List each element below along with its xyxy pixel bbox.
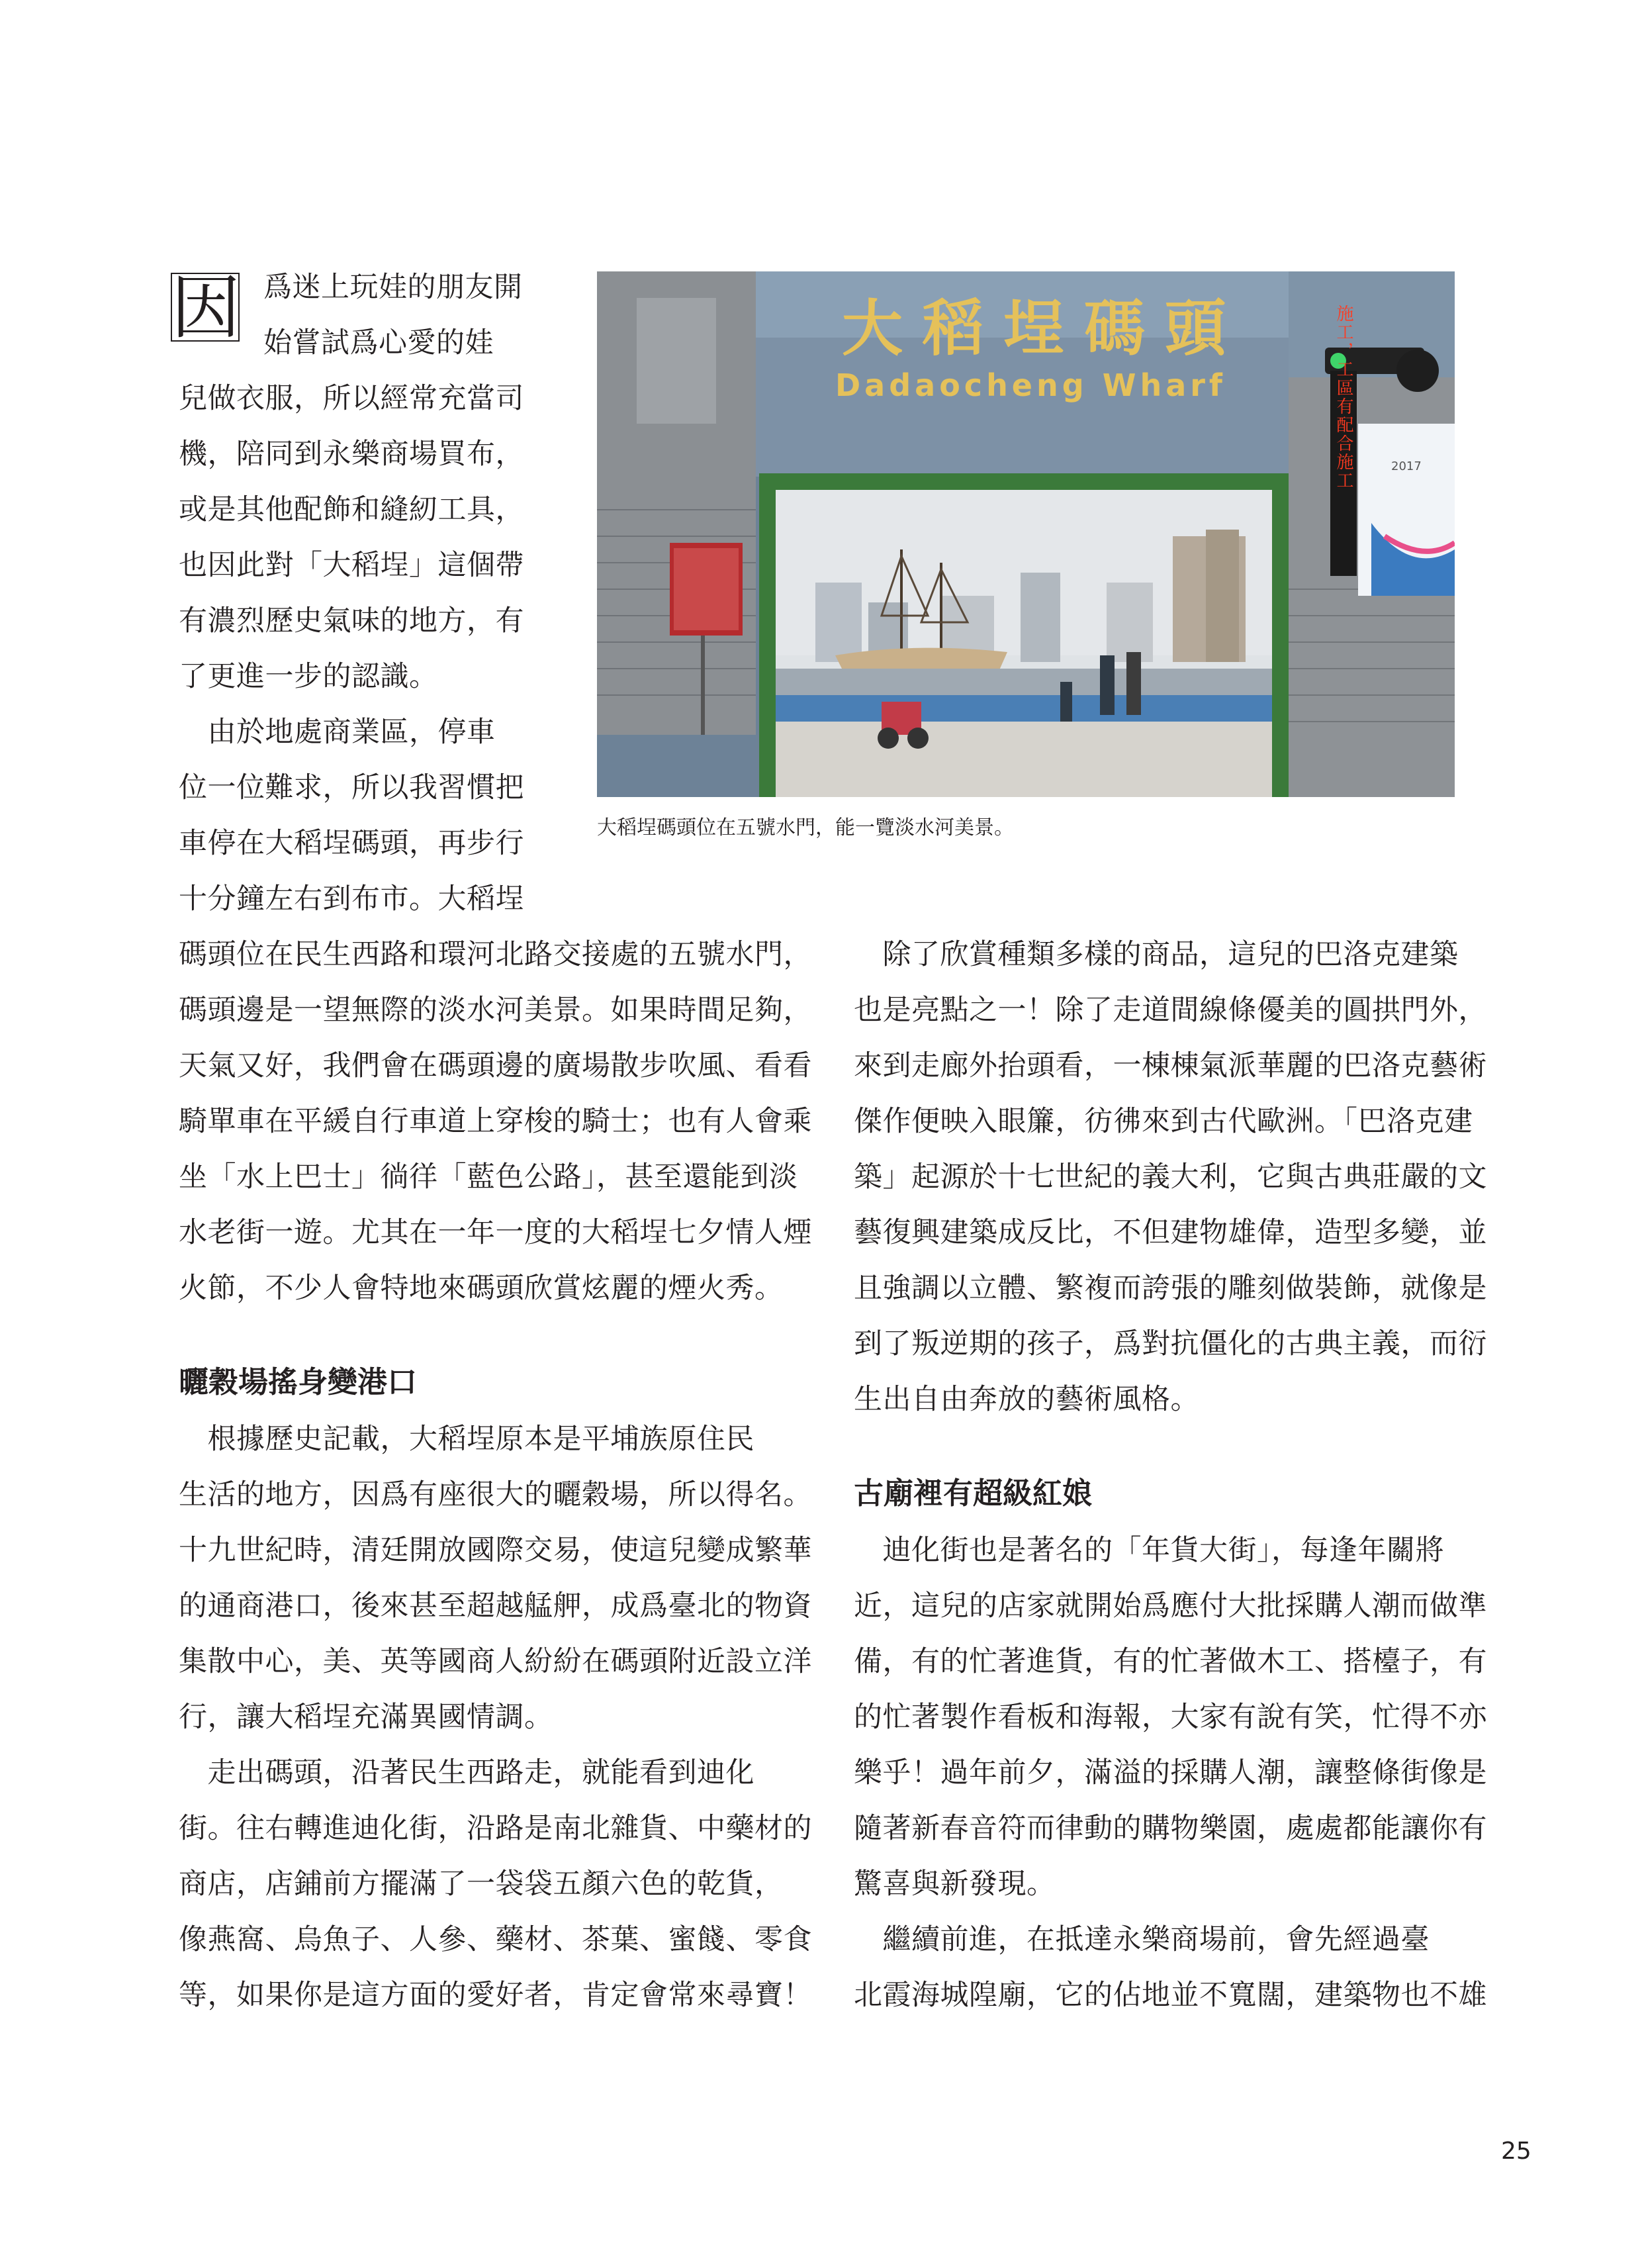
intro-line: 了更進一步的認識。 <box>179 660 438 693</box>
right-line: 備，有的忙著進貨，有的忙著做木工、搭檯子，有 <box>854 1645 1487 1678</box>
left-line: 街。往右轉進迪化街，沿路是南北雜貨、中藥材的 <box>179 1812 812 1845</box>
section-heading-left: 曬穀場搖身變港口 <box>179 1364 418 1399</box>
right-line: 繼續前進，在抵達永樂商場前，會先經過臺 <box>854 1923 1430 1956</box>
intro-line: 始嘗試爲心愛的娃 <box>263 326 494 359</box>
left-line: 坐「水上巴士」徜徉「藍色公路」，甚至還能到淡 <box>179 1160 798 1194</box>
left-line: 等，如果你是這方面的愛好者，肯定會常來尋寶！ <box>179 1979 812 2012</box>
sign-english: Dadaocheng Wharf <box>835 367 1226 403</box>
left-line: 根據歷史記載，大稻埕原本是平埔族原住民 <box>179 1423 754 1456</box>
left-line: 行，讓大稻埕充滿異國情調。 <box>179 1701 553 1734</box>
left-line: 天氣又好，我們會在碼頭邊的廣場散步吹風、看看 <box>179 1049 812 1082</box>
left-line: 像燕窩、烏魚子、人參、藥材、茶葉、蜜餞、零食 <box>179 1923 812 1956</box>
right-line: 迪化街也是著名的「年貨大街」，每逢年關將 <box>854 1534 1444 1567</box>
intro-line: 位一位難求，所以我習慣把 <box>179 771 524 804</box>
right-line: 到了叛逆期的孩子，爲對抗僵化的古典主義，而衍 <box>854 1327 1487 1360</box>
left-line: 碼頭邊是一望無際的淡水河美景。如果時間足夠， <box>179 994 812 1027</box>
intro-line: 爲迷上玩娃的朋友開 <box>263 271 523 304</box>
left-line: 騎單車在平緩自行車道上穿梭的騎士；也有人會乘 <box>179 1105 812 1138</box>
page-number: 25 <box>1501 2138 1531 2165</box>
right-line: 生出自由奔放的藝術風格。 <box>854 1383 1199 1416</box>
left-line: 十九世紀時，清廷開放國際交易，使這兒變成繁華 <box>179 1534 812 1567</box>
intro-line: 也因此對「大稻埕」這個帶 <box>179 549 524 582</box>
right-line: 來到走廊外抬頭看，一棟棟氣派華麗的巴洛克藝術 <box>854 1049 1487 1082</box>
right-line: 驚喜與新發現。 <box>854 1867 1056 1901</box>
right-line: 且強調以立體、繁複而誇張的雕刻做裝飾，就像是 <box>854 1272 1487 1305</box>
intro-line: 十分鐘左右到布市。大稻埕 <box>179 882 524 916</box>
intro-line: 有濃烈歷史氣味的地方，有 <box>179 604 524 638</box>
right-line: 隨著新春音符而律動的購物樂園，處處都能讓你有 <box>854 1812 1487 1845</box>
left-line: 的通商港口，後來甚至超越艋舺，成爲臺北的物資 <box>179 1589 812 1623</box>
photo-caption: 大稻埕碼頭位在五號水門，能一覽淡水河美景。 <box>597 816 1014 839</box>
right-line: 也是亮點之一！除了走道間線條優美的圓拱門外， <box>854 994 1487 1027</box>
left-line: 集散中心，美、英等國商人紛紛在碼頭附近設立洋 <box>179 1645 812 1678</box>
right-line: 的忙著製作看板和海報，大家有說有笑，忙得不亦 <box>854 1701 1487 1734</box>
wharf-photo <box>597 271 1455 797</box>
left-line: 走出碼頭，沿著民生西路走，就能看到迪化 <box>179 1756 754 1789</box>
left-line: 商店，店鋪前方擺滿了一袋袋五顏六色的乾貨， <box>179 1867 784 1901</box>
right-line: 北霞海城隍廟，它的佔地並不寬闊，建築物也不雄 <box>854 1979 1487 2012</box>
drop-cap-box <box>171 267 240 348</box>
left-line: 火節，不少人會特地來碼頭欣賞炫麗的煙火秀。 <box>179 1272 784 1305</box>
right-line: 傑作便映入眼簾，彷彿來到古代歐洲。「巴洛克建 <box>854 1105 1473 1138</box>
right-line: 近，這兒的店家就開始爲應付大批採購人潮而做準 <box>854 1589 1487 1623</box>
drop-cap: 因 <box>171 267 240 348</box>
poster-text: 2017 <box>1391 459 1422 473</box>
right-line: 藝復興建築成反比，不但建物雄偉，造型多變，並 <box>854 1216 1487 1249</box>
intro-line: 兒做衣服，所以經常充當司 <box>179 382 524 415</box>
intro-line: 或是其他配飾和縫紉工具， <box>179 493 524 526</box>
right-line: 除了欣賞種類多樣的商品，這兒的巴洛克建築 <box>854 938 1459 971</box>
right-line: 樂乎！過年前夕，滿溢的採購人潮，讓整條街像是 <box>854 1756 1487 1789</box>
led-sign: 施工，工區有配合施工 <box>1334 305 1353 490</box>
intro-line: 機，陪同到永樂商場買布， <box>179 438 524 471</box>
section-heading-right: 古廟裡有超級紅娘 <box>854 1476 1093 1511</box>
sign-chinese: 大稻埕碼頭 <box>842 293 1246 364</box>
left-line: 生活的地方，因爲有座很大的曬穀場，所以得名。 <box>179 1478 812 1511</box>
left-line: 水老街一遊。尤其在一年一度的大稻埕七夕情人煙 <box>179 1216 812 1249</box>
intro-line: 車停在大稻埕碼頭，再步行 <box>179 827 524 860</box>
intro-line: 由於地處商業區，停車 <box>179 716 496 749</box>
right-line: 築」起源於十七世紀的義大利，它與古典莊嚴的文 <box>854 1160 1487 1194</box>
left-line: 碼頭位在民生西路和環河北路交接處的五號水門， <box>179 938 812 971</box>
